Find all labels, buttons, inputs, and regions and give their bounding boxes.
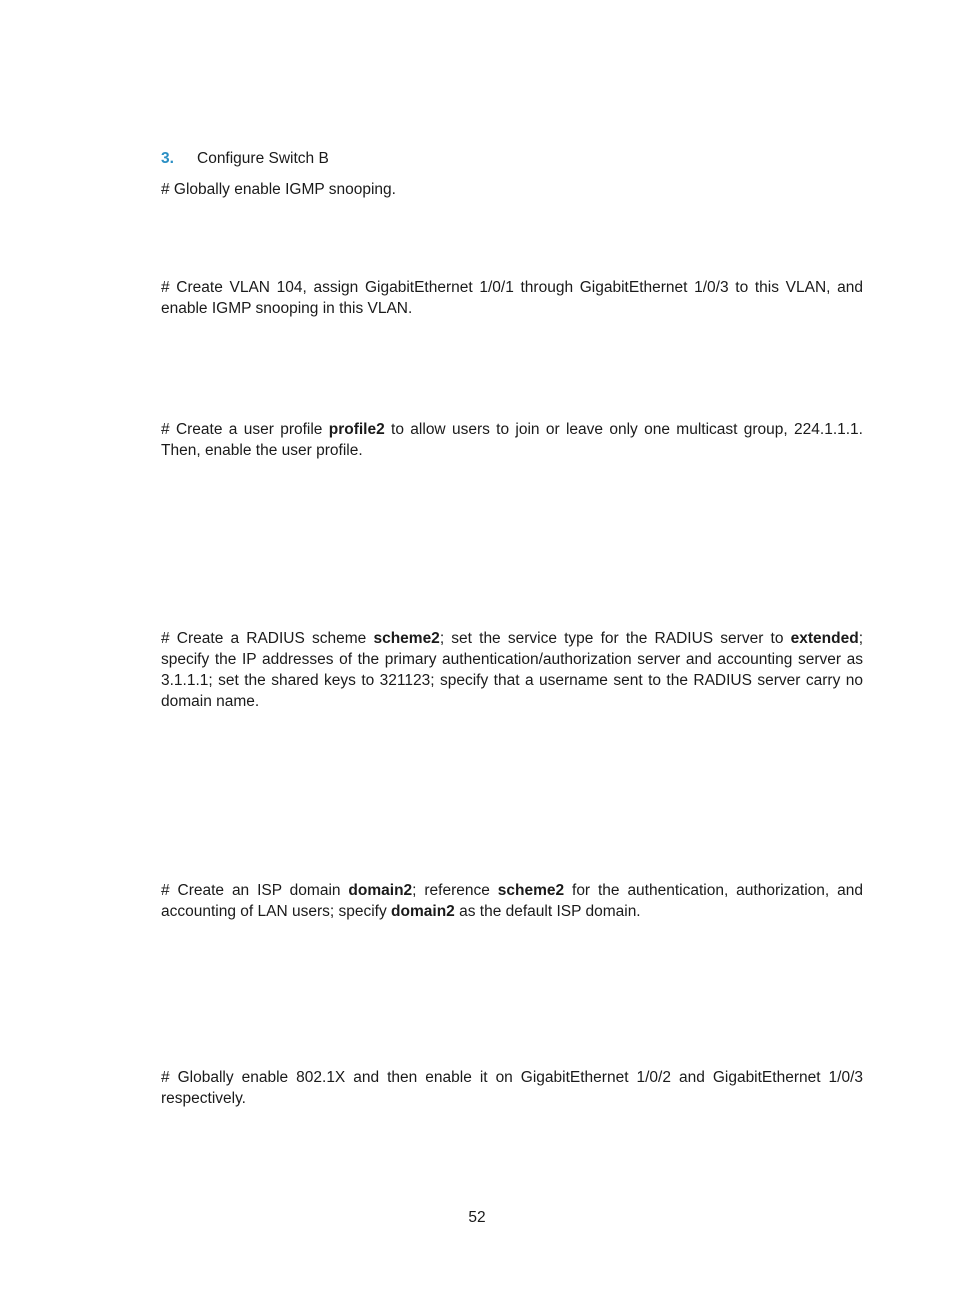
text-run: as the default ISP domain. bbox=[454, 903, 641, 920]
keyword-domain: domain2 bbox=[391, 903, 455, 920]
page-number: 52 bbox=[468, 1209, 486, 1226]
keyword-scheme: scheme2 bbox=[497, 882, 565, 899]
paragraph-create-user-profile bbox=[161, 419, 863, 461]
keyword-profile: profile2 bbox=[328, 421, 385, 438]
text-run: # Create a user profile bbox=[161, 421, 329, 438]
text-run: ; set the service type for the RADIUS server to bbox=[439, 630, 791, 647]
step-number: 3. bbox=[161, 150, 174, 167]
text-run: to allow users to join or leave only one multicast group, 224.1.1.1. Then, enable the user profile. bbox=[161, 421, 863, 459]
text-run: # Create an ISP domain bbox=[161, 882, 349, 899]
step-title: Configure Switch B bbox=[197, 150, 329, 167]
paragraph-create-isp-domain bbox=[161, 880, 863, 922]
text-run: for the authentication, authorization, and accounting of LAN users; specify bbox=[161, 882, 863, 920]
text-run: ; reference bbox=[412, 882, 498, 899]
paragraph-enable-igmp-snooping: # Globally enable IGMP snooping. bbox=[161, 181, 396, 198]
text-run: # Create a RADIUS scheme bbox=[161, 630, 374, 647]
paragraph-create-radius-scheme bbox=[161, 628, 863, 712]
paragraph-enable-8021x: # Globally enable 802.1X and then enable it on GigabitEthernet 1/0/2 and GigabitEthernet 1/0/3 respectively. bbox=[161, 1069, 863, 1107]
paragraph-create-vlan: # Create VLAN 104, assign GigabitEthernet 1/0/1 through GigabitEthernet 1/0/3 to this VLAN, and enable IGMP snooping in this VLAN. bbox=[161, 279, 863, 317]
keyword-scheme: scheme2 bbox=[373, 630, 440, 647]
step-heading bbox=[161, 148, 329, 169]
text-run: ; specify the IP addresses of the primary authentication/authorization server and accounting server as 3.1.1.1; set the shared keys to 321123; specify that a username sent to the RADIUS server carry no domain name. bbox=[161, 630, 863, 710]
keyword-domain: domain2 bbox=[348, 882, 413, 899]
keyword-extended: extended bbox=[790, 630, 859, 647]
